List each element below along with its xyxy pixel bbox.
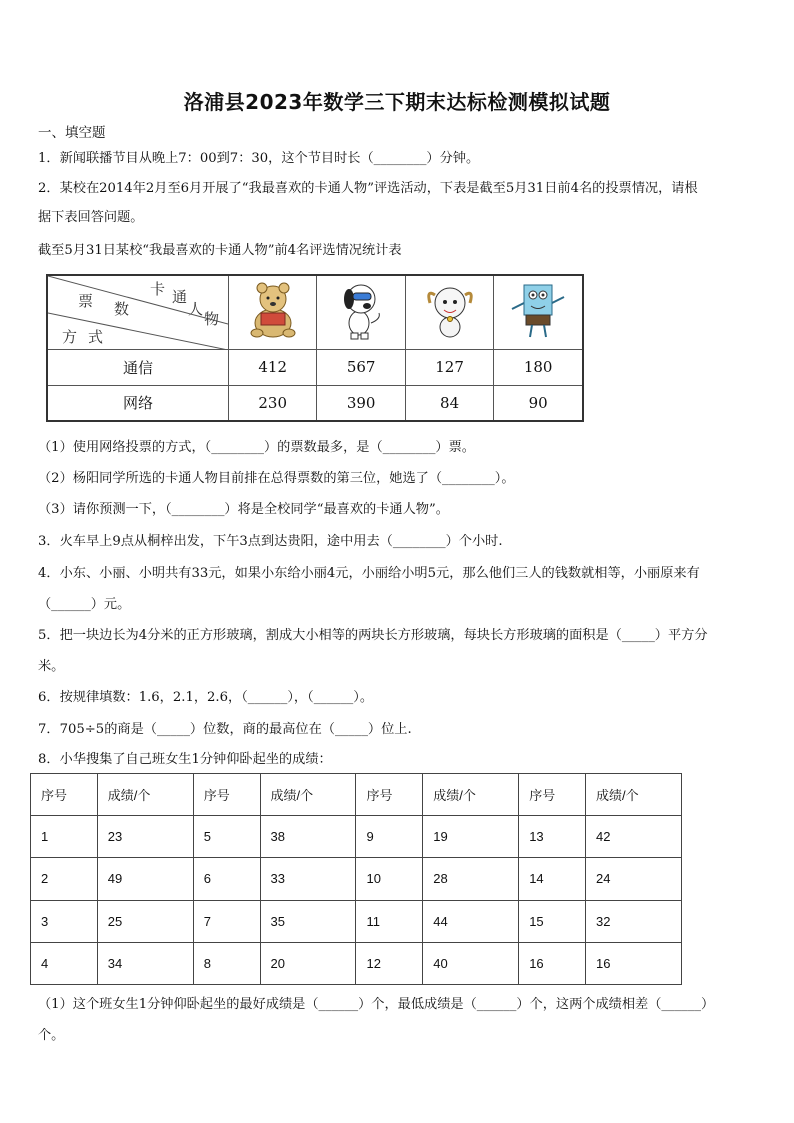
table-cell: 49 bbox=[97, 858, 193, 900]
table-cell: 12 bbox=[356, 942, 423, 984]
header-char: 物 bbox=[204, 310, 220, 328]
table-cell: 24 bbox=[585, 858, 681, 900]
table-cell: 14 bbox=[519, 858, 586, 900]
table-row bbox=[31, 858, 682, 900]
bear-icon bbox=[243, 279, 303, 341]
header-char: 方 bbox=[62, 328, 78, 346]
header-cell: 成绩/个 bbox=[423, 774, 519, 816]
vote-cell: 127 bbox=[405, 349, 493, 385]
question-7: 7．705÷5的商是（_____）位数，商的最高位在（_____）位上. bbox=[38, 722, 412, 737]
table-cell: 4 bbox=[31, 942, 98, 984]
header-char: 式 bbox=[88, 328, 104, 346]
question-1: 1．新闻联播节目从晚上7：00到7：30，这个节目时长（________）分钟。 bbox=[38, 151, 480, 166]
header-cell: 成绩/个 bbox=[97, 774, 193, 816]
header-char: 卡 bbox=[150, 280, 166, 298]
vote-cell: 390 bbox=[317, 385, 405, 421]
table-cell: 33 bbox=[260, 858, 356, 900]
table-row bbox=[31, 816, 682, 858]
question-5-line2: 米。 bbox=[38, 659, 65, 674]
header-char: 票 bbox=[78, 292, 94, 310]
header-cell: 序号 bbox=[31, 774, 98, 816]
question-6: 6．按规律填数：1.6，2.1，2.6，（______），（______）。 bbox=[38, 690, 374, 705]
cartoon-sponge-image bbox=[494, 275, 583, 349]
table-cell: 20 bbox=[260, 942, 356, 984]
table-cell: 44 bbox=[423, 900, 519, 942]
header-cell: 成绩/个 bbox=[260, 774, 356, 816]
table-cell: 28 bbox=[423, 858, 519, 900]
table-cell: 5 bbox=[193, 816, 260, 858]
table-cell: 40 bbox=[423, 942, 519, 984]
table-cell: 16 bbox=[519, 942, 586, 984]
dog-icon bbox=[331, 279, 391, 341]
table-cell: 1 bbox=[31, 816, 98, 858]
sponge-icon bbox=[508, 279, 568, 341]
table-cell: 8 bbox=[193, 942, 260, 984]
table-row bbox=[31, 942, 682, 984]
question-3: 3．火车早上9点从桐梓出发，下午3点到达贵阳，途中用去（________）个小时. bbox=[38, 534, 503, 549]
question-8: 8．小华搜集了自己班女生1分钟仰卧起坐的成绩： bbox=[38, 752, 332, 767]
table-cell: 38 bbox=[260, 816, 356, 858]
table-cell: 35 bbox=[260, 900, 356, 942]
question-8-sub1-line2: 个。 bbox=[38, 1028, 65, 1043]
votes-table bbox=[46, 274, 584, 422]
header-cell: 序号 bbox=[356, 774, 423, 816]
cartoon-goat-image bbox=[405, 275, 493, 349]
question-4-line2: （______）元。 bbox=[38, 597, 131, 612]
row-label-tongxin: 通信 bbox=[47, 349, 229, 385]
vote-cell: 180 bbox=[494, 349, 583, 385]
table-cell: 3 bbox=[31, 900, 98, 942]
table-cell: 9 bbox=[356, 816, 423, 858]
page-title: 洛浦县2023年数学三下期末达标检测模拟试题 bbox=[183, 90, 611, 114]
question-5-line1: 5．把一块边长为4分米的正方形玻璃，割成大小相等的两块长方形玻璃，每块长方形玻璃的面积是（_____）平方分 bbox=[38, 628, 708, 643]
cartoon-dog-image bbox=[317, 275, 405, 349]
question-4-line1: 4．小东、小丽、小明共有33元，如果小东给小丽4元，小丽给小明5元，那么他们三人的钱数就相等，小丽原来有 bbox=[38, 566, 700, 581]
table-cell: 25 bbox=[97, 900, 193, 942]
vote-cell: 412 bbox=[229, 349, 317, 385]
table-cell: 19 bbox=[423, 816, 519, 858]
table-cell: 32 bbox=[585, 900, 681, 942]
row-label-wangluo: 网络 bbox=[47, 385, 229, 421]
table-cell: 16 bbox=[585, 942, 681, 984]
header-char: 人 bbox=[188, 300, 204, 318]
table-cell: 15 bbox=[519, 900, 586, 942]
question-8-sub1-line1: （1）这个班女生1分钟仰卧起坐的最好成绩是（______）个，最低成绩是（______）个，这两个成绩相差（______） bbox=[38, 997, 715, 1012]
table-cell: 6 bbox=[193, 858, 260, 900]
goat-icon bbox=[420, 279, 480, 341]
table-cell: 10 bbox=[356, 858, 423, 900]
table-cell: 34 bbox=[97, 942, 193, 984]
header-char: 数 bbox=[114, 300, 130, 318]
table-row bbox=[31, 900, 682, 942]
vote-cell: 84 bbox=[405, 385, 493, 421]
table-cell: 42 bbox=[585, 816, 681, 858]
diagonal-header-cell bbox=[47, 275, 229, 349]
question-2-sub2: （2）杨阳同学所选的卡通人物目前排在总得票数的第三位，她选了（________）。 bbox=[38, 471, 515, 486]
header-cell: 成绩/个 bbox=[585, 774, 681, 816]
question-2-line1: 2．某校在2014年2月至6月开展了“我最喜欢的卡通人物”评选活动，下表是截至5月31日前4名的投票情况，请根 bbox=[38, 181, 698, 196]
vote-cell: 90 bbox=[494, 385, 583, 421]
table-cell: 2 bbox=[31, 858, 98, 900]
table-cell: 7 bbox=[193, 900, 260, 942]
vote-cell: 230 bbox=[229, 385, 317, 421]
table-cell: 13 bbox=[519, 816, 586, 858]
question-2-line2: 据下表回答问题。 bbox=[38, 210, 144, 225]
question-2-sub3: （3）请你预测一下，（________）将是全校同学“最喜欢的卡通人物”。 bbox=[38, 502, 449, 517]
table-cell: 11 bbox=[356, 900, 423, 942]
section-heading: 一、填空题 bbox=[38, 125, 106, 141]
cartoon-bear-image bbox=[229, 275, 317, 349]
table-cell: 23 bbox=[97, 816, 193, 858]
question-2-sub1: （1）使用网络投票的方式，（________）的票数最多，是（________）票。 bbox=[38, 440, 475, 455]
table1-caption: 截至5月31日某校“我最喜欢的卡通人物”前4名评选情况统计表 bbox=[38, 243, 402, 258]
scores-table bbox=[30, 773, 682, 985]
vote-cell: 567 bbox=[317, 349, 405, 385]
header-cell: 序号 bbox=[519, 774, 586, 816]
header-char: 通 bbox=[172, 288, 188, 306]
header-cell: 序号 bbox=[193, 774, 260, 816]
